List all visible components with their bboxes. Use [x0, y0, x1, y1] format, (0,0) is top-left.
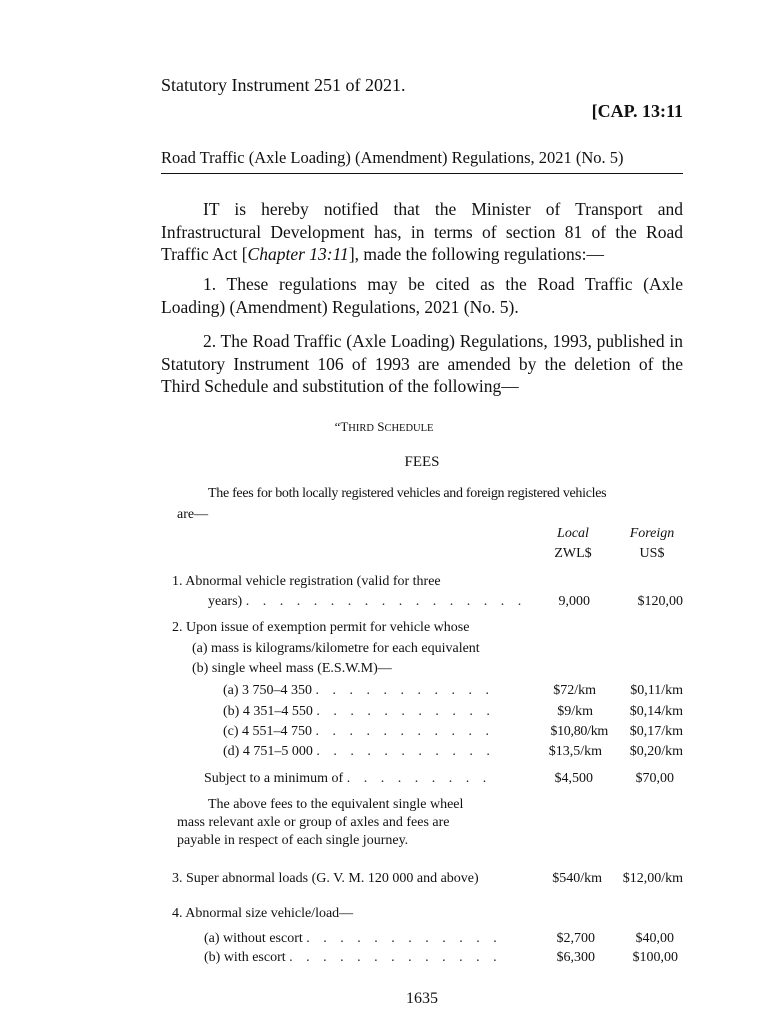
regulations-title: Road Traffic (Axle Loading) (Amendment) Regulations, 2021 (No. 5): [161, 148, 624, 167]
chapter-reference: [CAP. 13:11: [591, 101, 683, 121]
column-foreign-label: Foreign: [629, 526, 675, 541]
minimum-foreign: $70,00: [635, 771, 674, 786]
item-3-local: $540/km: [552, 871, 602, 886]
table-row: (b) 4 351–4 550 . . . . . . . . . . .: [223, 704, 495, 719]
table-row: (a) without escort . . . . . . . . . . . .: [204, 931, 502, 946]
column-local-currency: ZWL$: [554, 546, 592, 561]
note-line-2: mass relevant axle or group of axles and fees are: [177, 815, 450, 830]
fees-heading: FEES: [404, 454, 440, 470]
note-line-1: The above fees to the equivalent single wheel: [208, 797, 464, 812]
row-d-foreign: $0,20/km: [629, 744, 683, 759]
title-rule: [161, 173, 683, 174]
table-row: (b) with escort . . . . . . . . . . . . .: [204, 950, 502, 965]
row-d-local: $13,5/km: [548, 744, 602, 759]
minimum-label: Subject to a minimum of . . . . . . . . .: [204, 771, 492, 786]
item-4b-local: $6,300: [556, 950, 595, 965]
item-4a-local: $2,700: [556, 931, 595, 946]
minimum-local: $4,500: [554, 771, 593, 786]
column-local-label: Local: [557, 526, 589, 541]
note-line-3: payable in respect of each single journey.: [177, 833, 409, 848]
row-a-foreign: $0,11/km: [630, 683, 683, 698]
item-2-label: 2. Upon issue of exemption permit for vehicle whose: [172, 620, 470, 635]
item-1-label: 1. Abnormal vehicle registration (valid for three: [172, 574, 441, 589]
schedule-intro-cont: are—: [177, 507, 209, 522]
item-2-sub-b: (b) single wheel mass (E.S.W.M)—: [192, 661, 392, 676]
paragraph-1: 1. These regulations may be cited as the Road Traffic (Axle Loading) (Amendment) Regulations, 2021 (No. 5).: [161, 274, 683, 317]
preamble-paragraph: IT is hereby notified that the Minister of Transport and Infrastructural Development has, in terms of section 81 of the Road Traffic Act [Chapter 13:11], made the following regulations:—: [161, 199, 683, 264]
item-1-label-cont: years) . . . . . . . . . . . . . . . . .: [208, 594, 527, 609]
row-a-local: $72/km: [553, 683, 596, 698]
item-4-label: 4. Abnormal size vehicle/load—: [172, 906, 354, 921]
item-4a-foreign: $40,00: [635, 931, 674, 946]
item-4b-foreign: $100,00: [632, 950, 678, 965]
table-row: (a) 3 750–4 350 . . . . . . . . . . .: [223, 683, 495, 698]
page-number: 1635: [406, 990, 438, 1007]
item-1-local: 9,000: [558, 594, 590, 609]
item-3-foreign: $12,00/km: [622, 871, 683, 886]
table-row: (d) 4 751–5 000 . . . . . . . . . . .: [223, 744, 495, 759]
row-b-local: $9/km: [557, 704, 593, 719]
item-1-foreign: $120,00: [637, 594, 683, 609]
schedule-title: “THIRD SCHEDULE: [334, 419, 434, 434]
chapter-citation: Chapter 13:11: [247, 244, 349, 264]
column-foreign-currency: US$: [639, 546, 665, 561]
paragraph-2: 2. The Road Traffic (Axle Loading) Regulations, 1993, published in Statutory Instrument 106 of 1993 are amended by the deletion of the Third Schedule and substitution of the following—: [161, 331, 683, 396]
row-c-foreign: $0,17/km: [629, 724, 683, 739]
row-c-local: $10,80/km: [550, 724, 608, 739]
schedule-intro: The fees for both locally registered vehicles and foreign registered vehicles: [208, 486, 607, 501]
table-row: (c) 4 551–4 750 . . . . . . . . . . .: [223, 724, 495, 739]
row-b-foreign: $0,14/km: [629, 704, 683, 719]
instrument-number: Statutory Instrument 251 of 2021.: [161, 75, 406, 95]
item-2-sub-a: (a) mass is kilograms/kilometre for each equivalent: [192, 641, 480, 656]
item-3-label: 3. Super abnormal loads (G. V. M. 120 000 and above): [172, 871, 479, 886]
